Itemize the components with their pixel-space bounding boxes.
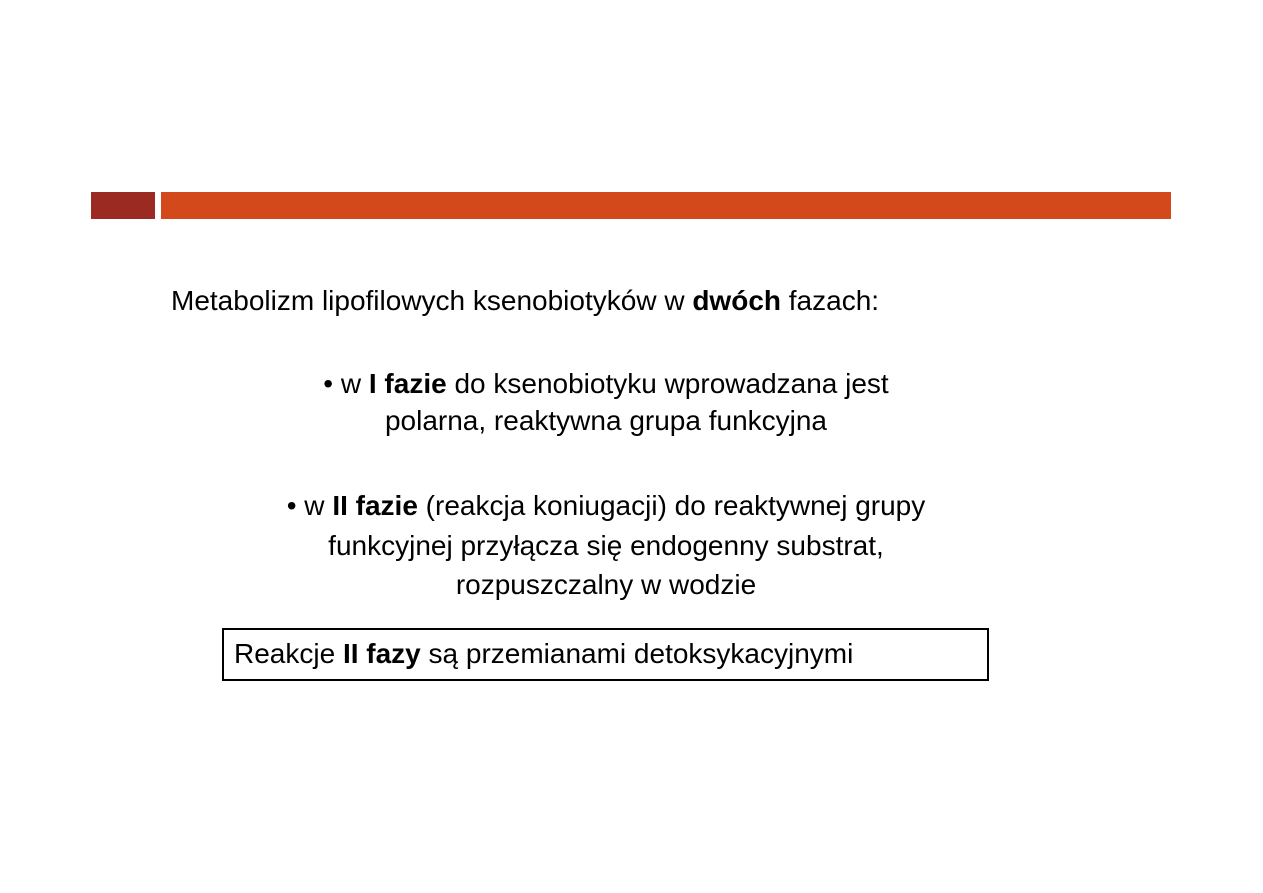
conclusion-before: Reakcje xyxy=(234,638,343,669)
bullet-2-line-2: funkcyjnej przyłącza się endogenny substrat, xyxy=(328,530,884,561)
intro-line xyxy=(171,285,879,317)
bullet-2-bold: II fazie xyxy=(332,490,418,521)
bullet-2-rest: (reakcja koniugacji) do reaktywnej grupy xyxy=(417,490,926,521)
header-bar xyxy=(161,192,1171,219)
intro-text-bold: dwóch xyxy=(692,285,781,316)
bullet-1-bold: I fazie xyxy=(368,368,447,399)
conclusion-box xyxy=(222,628,989,681)
intro-text-after: fazach: xyxy=(781,285,880,316)
bullet-2-line-3: rozpuszczalny w wodzie xyxy=(455,569,757,600)
bullet-1-line-2: polarna, reaktywna grupa funkcyjna xyxy=(384,405,828,436)
bullet-2-line-1 xyxy=(0,490,1212,522)
intro-text-before: Metabolizm lipofilowych ksenobiotyków w xyxy=(171,285,693,316)
conclusion-after: są przemianami detoksykacyjnymi xyxy=(420,638,854,669)
conclusion-text xyxy=(234,638,853,670)
header-bar-accent xyxy=(91,192,155,219)
bullet-2-prefix: • w xyxy=(286,490,333,521)
bullet-1-prefix: • w xyxy=(323,368,369,399)
bullet-1-rest: do ksenobiotyku wprowadzana jest xyxy=(446,368,889,399)
bullet-1-line-1 xyxy=(0,368,1212,400)
conclusion-bold: II fazy xyxy=(342,638,421,669)
